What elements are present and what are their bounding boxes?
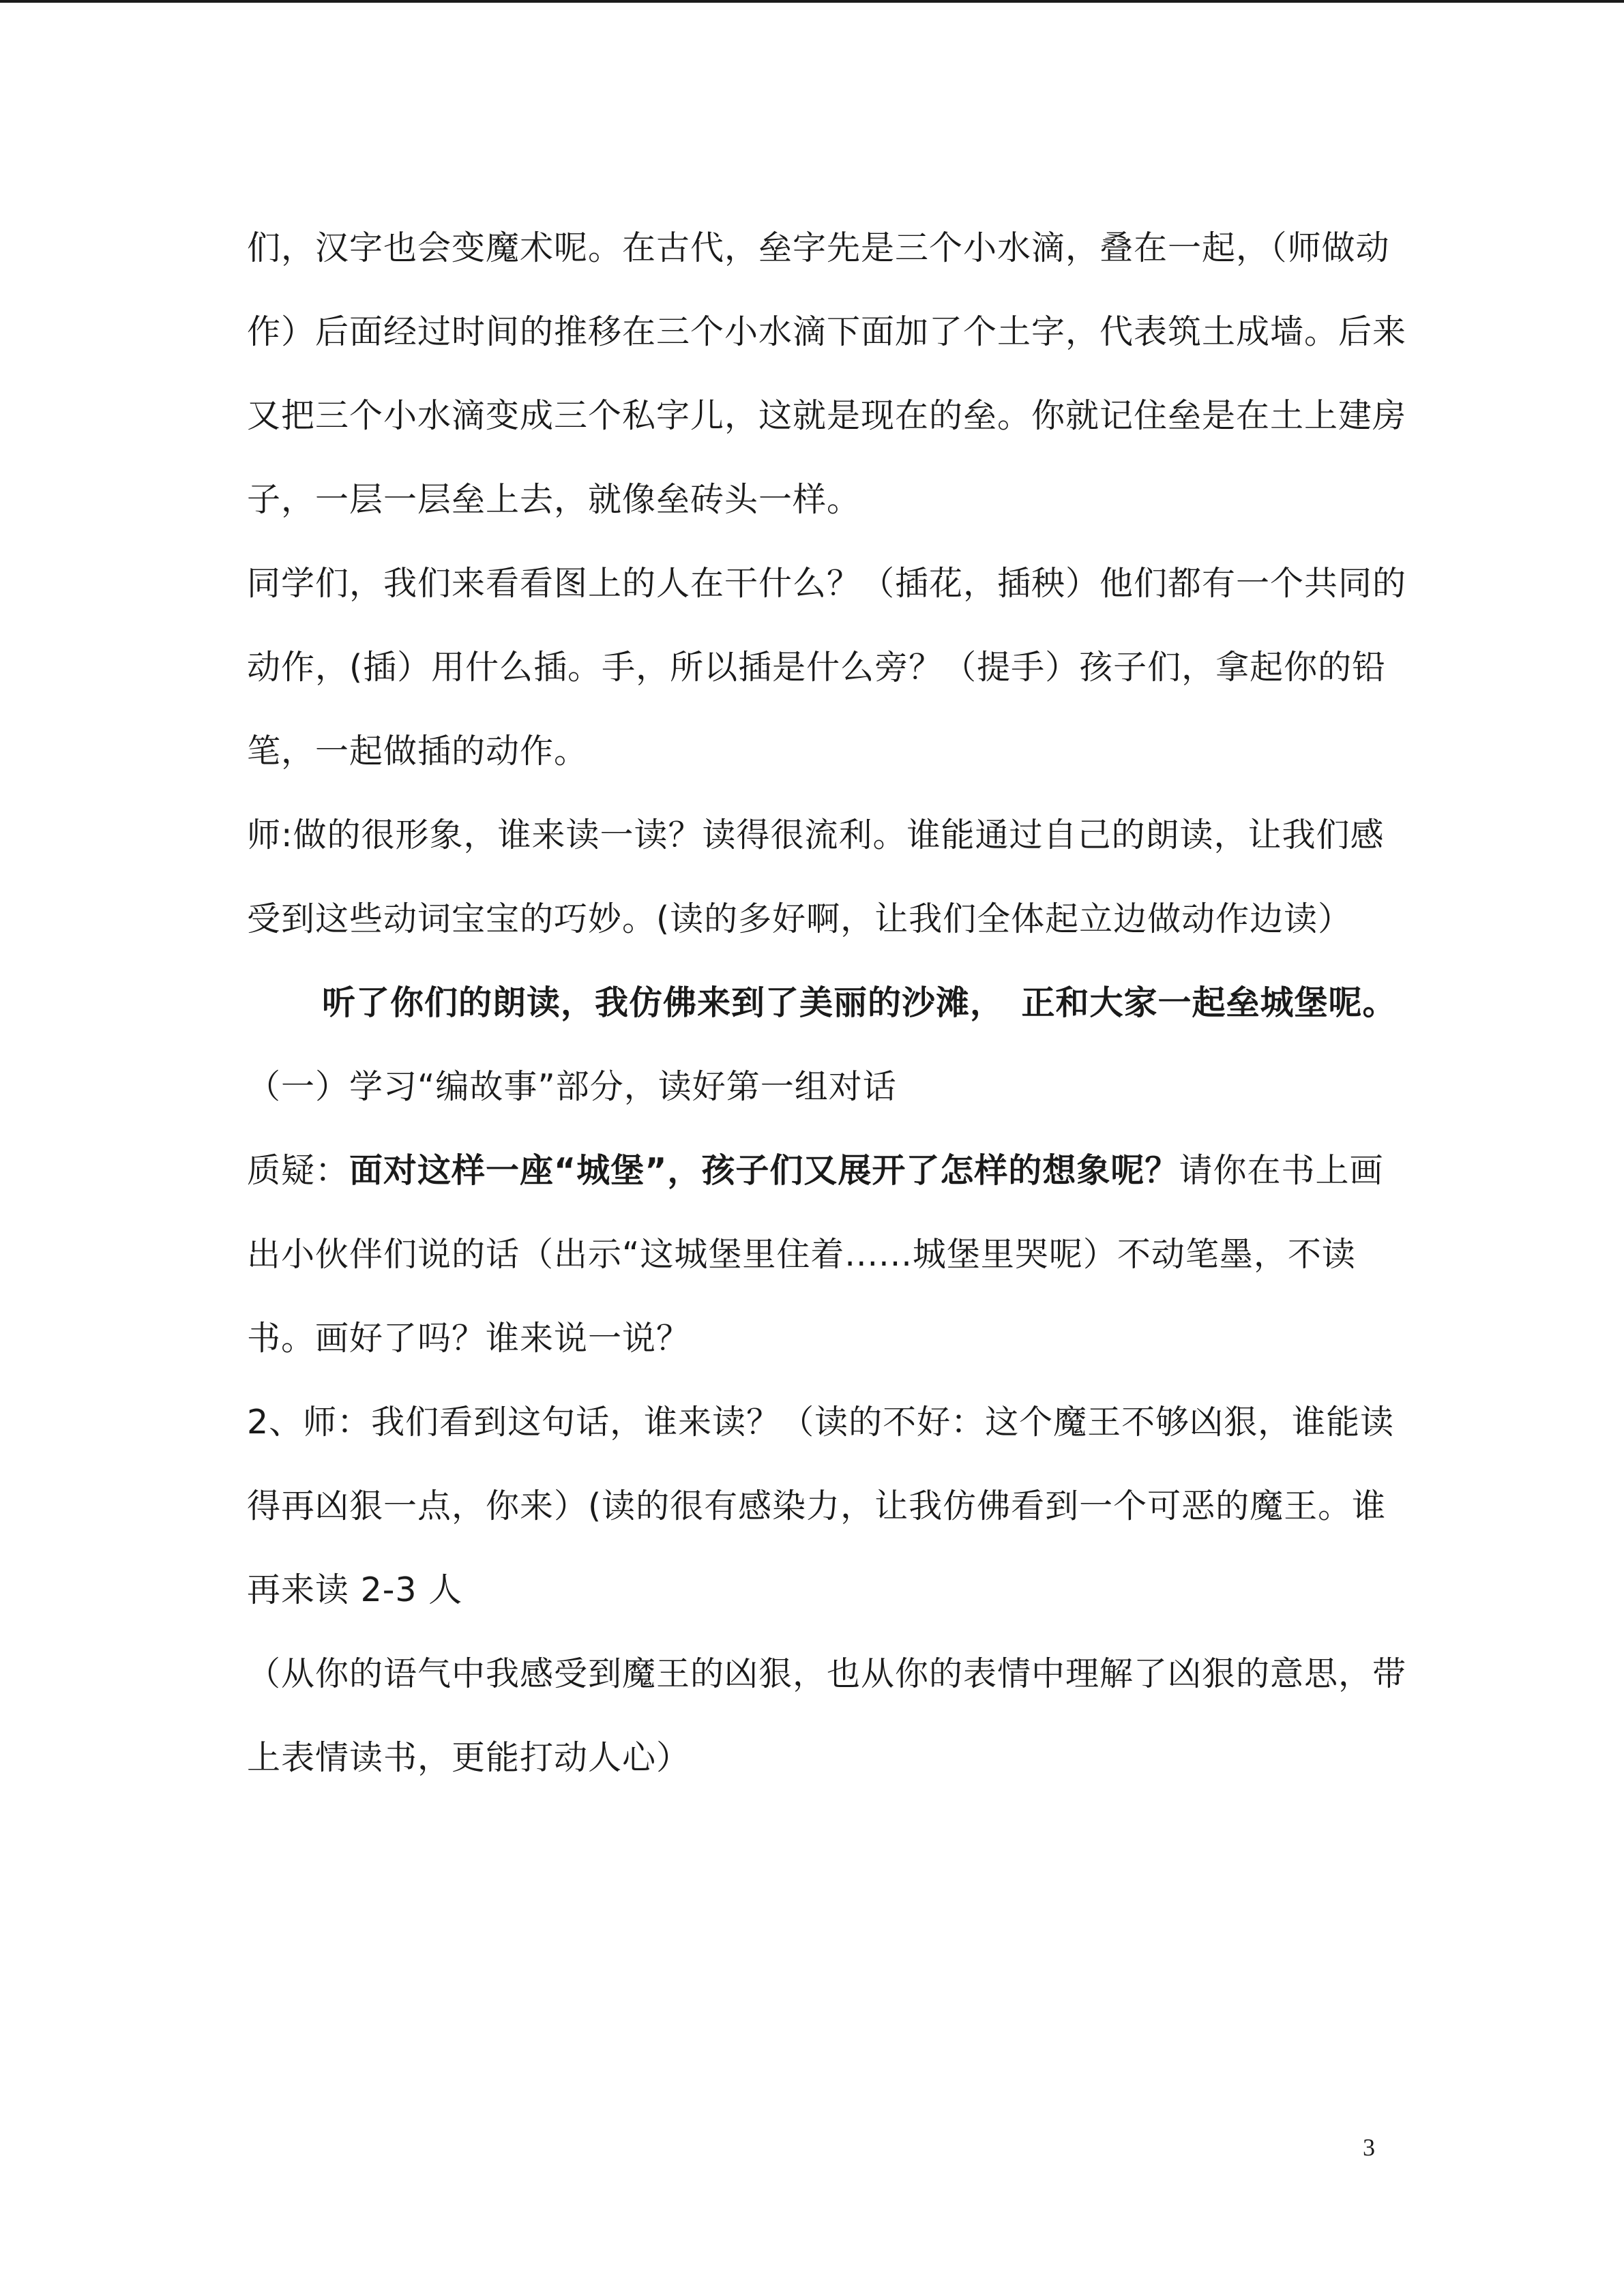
paragraph-3: 师:做的很形象，谁来读一读？读得很流利。谁能通过自己的朗读，让我们感受到这些动词宝宝的巧妙。(读的多好啊，让我们全体起立边做动作边读） bbox=[247, 816, 1385, 938]
question-suffix: 请你在书上画出小伙伴们说的话（出示“这城堡里住着......城堡里哭呢）不动笔墨，不读书。画好了吗？谁来说一说？ bbox=[247, 1151, 1384, 1358]
paragraph-6 bbox=[247, 1129, 1406, 1380]
paragraph-1: 们，汉字也会变魔术呢。在古代，垒字先是三个小水滴，叠在一起，（师做动作）后面经过时间的推移在三个小水滴下面加了个土字，代表筑土成墙。后来又把三个小水滴变成三个私字儿，这就是现在的垒。你就记住垒是在土上建房子，一层一层垒上去，就像垒砖头一样。 bbox=[247, 228, 1407, 519]
question-prefix: 质疑： bbox=[247, 1151, 350, 1190]
question-bold-text: 面对这样一座“城堡”，孩子们又展开了怎样的想象呢？ bbox=[349, 1151, 1179, 1190]
document-body bbox=[247, 206, 1406, 1800]
top-border-line bbox=[0, 0, 1624, 3]
paragraph-8: （从你的语气中我感受到魔王的凶狠，也从你的表情中理解了凶狠的意思，带上表情读书，更能打动人心） bbox=[247, 1654, 1407, 1777]
page-number: 3 bbox=[1363, 2134, 1375, 2161]
paragraph-2: 同学们，我们来看看图上的人在干什么？（插花，插秧）他们都有一个共同的动作，(插）用什么插。手，所以插是什么旁？（提手）孩子们，拿起你的铅笔，一起做插的动作。 bbox=[247, 564, 1407, 771]
paragraph-7: 2、师：我们看到这句话，谁来读？（读的不好：这个魔王不够凶狠，谁能读得再凶狠一点，你来）(读的很有感染力，让我仿佛看到一个可恶的魔王。谁再来读 2-3 人 bbox=[247, 1403, 1395, 1609]
section-heading-1: （一）学习“编故事”部分，读好第一组对话 bbox=[247, 1067, 897, 1106]
paragraph-4-bold: 听了你们的朗读，我仿佛来到了美丽的沙滩， 正和大家一起垒城堡呢。 bbox=[322, 983, 1397, 1022]
